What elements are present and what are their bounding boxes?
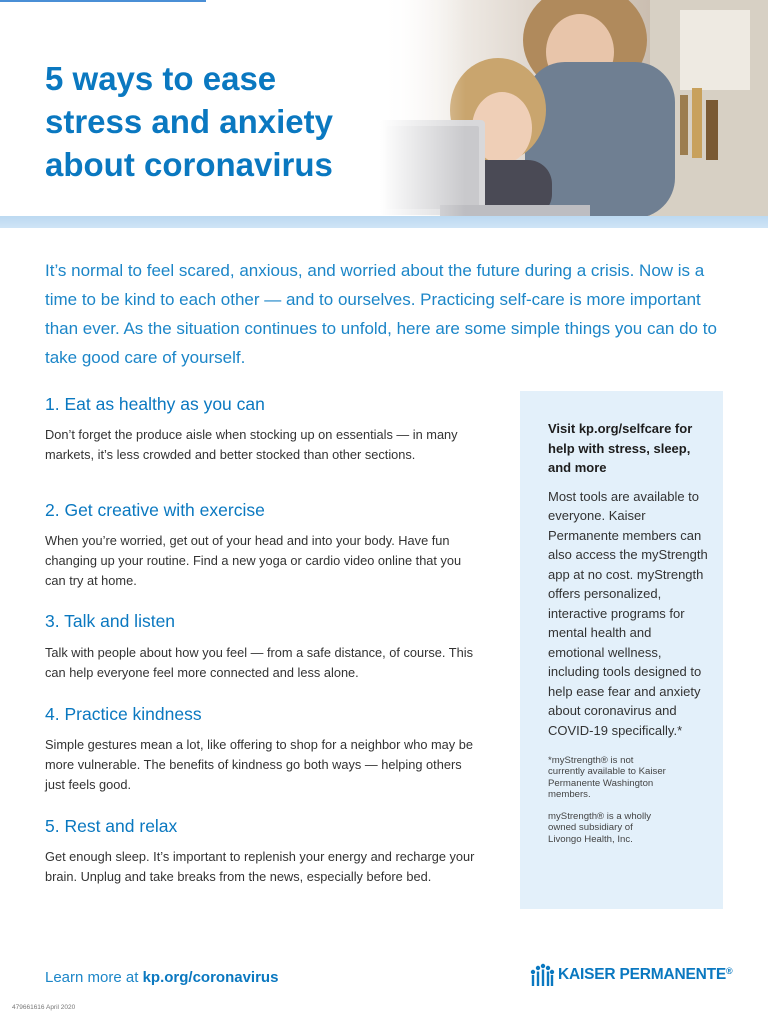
- top-rule: [0, 0, 206, 2]
- sidebar-body: Most tools are available to everyone. Kaiser Permanente members can also access the myStrength app at no cost. myStrength offers personalized, interactive programs for mental health and emotional wellness, including tools designed to help ease fear and anxiety about coronavirus and COVID-19 specifically.*: [548, 488, 708, 738]
- kaiser-permanente-logo-icon: [529, 963, 555, 987]
- intro-paragraph: It’s normal to feel scared, anxious, and worried about the future during a crisis. Now is a time to be kind to each other — and to ourselves. Practicing self-care is more important than ever. As the situation continues to unfold, here are some simple things you can do to take good care of yourself.: [45, 261, 717, 367]
- document-code: 479661616 April 2020: [12, 1004, 76, 1011]
- sidebar-footnote-ownership: myStrength® is a wholly owned subsidiary of Livongo Health, Inc.: [548, 811, 652, 845]
- brand-registered-mark: ®: [725, 966, 733, 976]
- tip-body-kindness: Simple gestures mean a lot, like offering to shop for a neighbor who may be more vulnerable. The benefits of kindness go both ways — helping others just feels good.: [45, 737, 473, 792]
- title-line-3: about coronavirus: [45, 146, 333, 183]
- selfcare-sidebar: [520, 391, 723, 909]
- sidebar-footnote-availability: *myStrength® is not currently available to Kaiser Permanente Washington members.: [548, 755, 666, 800]
- tip-heading-rest: 5. Rest and relax: [45, 816, 178, 836]
- brand-wordmark: [558, 966, 732, 984]
- sidebar-title: Visit kp.org/selfcare for help with stress, sleep, and more: [548, 421, 693, 475]
- hero-photo: [380, 0, 768, 218]
- title-line-1: 5 ways to ease: [45, 60, 277, 97]
- tip-heading-kindness: 4. Practice kindness: [45, 704, 202, 724]
- learn-more-prefix: Learn more at: [45, 969, 143, 986]
- hero-band: [0, 216, 768, 228]
- tip-body-eat: Don’t forget the produce aisle when stocking up on essentials — in many markets, it’s less crowded and better stocked than other sections.: [45, 427, 458, 462]
- mother-daughter-laptop-illustration: [380, 0, 768, 218]
- tip-heading-eat: 1. Eat as healthy as you can: [45, 394, 265, 414]
- tip-body-exercise: When you’re worried, get out of your head and into your body. Have fun changing up your routine. Find a new yoga or cardio video online that you can try at home.: [45, 533, 462, 588]
- title-line-2: stress and anxiety: [45, 103, 333, 140]
- page-title: [45, 57, 385, 186]
- kaiser-permanente-logo: [529, 962, 734, 988]
- brand-name: KAISER PERMANENTE: [558, 966, 726, 983]
- tip-body-rest: Get enough sleep. It’s important to replenish your energy and recharge your brain. Unplug and take breaks from the news, especially before bed.: [45, 849, 475, 884]
- learn-more-link[interactable]: kp.org/coronavirus: [142, 969, 279, 986]
- learn-more-line: [45, 968, 278, 988]
- tip-heading-exercise: 2. Get creative with exercise: [45, 500, 265, 520]
- tip-body-talk: Talk with people about how you feel — from a safe distance, of course. This can help everyone feel more connected and less alone.: [45, 645, 473, 680]
- tip-heading-talk: 3. Talk and listen: [45, 611, 176, 631]
